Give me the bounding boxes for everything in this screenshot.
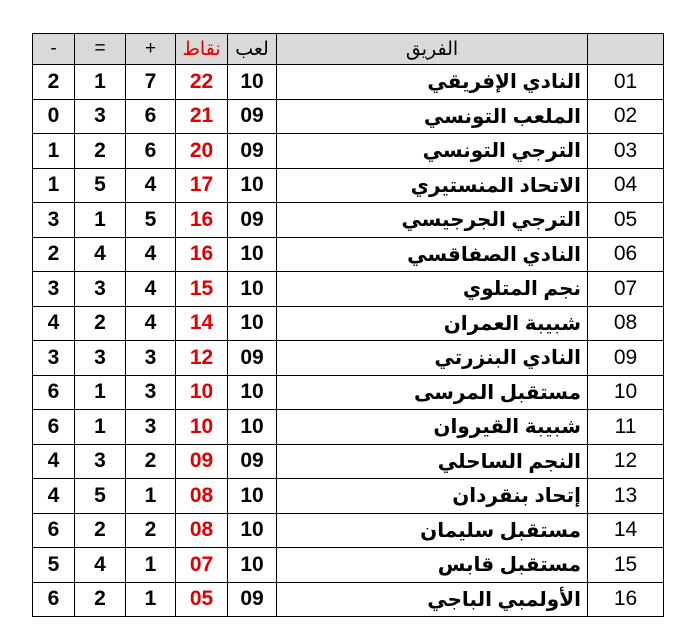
cell-played: 09 bbox=[228, 582, 277, 617]
cell-points: 10 bbox=[176, 410, 228, 445]
table-row bbox=[33, 582, 664, 617]
cell-played: 09 bbox=[228, 203, 277, 238]
cell-points: 17 bbox=[176, 168, 228, 203]
cell-points: 07 bbox=[176, 548, 228, 583]
cell-rank: 01 bbox=[588, 65, 664, 100]
cell-drawn: 2 bbox=[75, 513, 126, 548]
cell-points: 22 bbox=[176, 65, 228, 100]
standings-header bbox=[33, 34, 664, 65]
table-row bbox=[33, 272, 664, 307]
cell-drawn: 3 bbox=[75, 99, 126, 134]
cell-rank: 08 bbox=[588, 306, 664, 341]
table-row bbox=[33, 134, 664, 169]
cell-drawn: 1 bbox=[75, 203, 126, 238]
table-row bbox=[33, 513, 664, 548]
cell-drawn: 5 bbox=[75, 479, 126, 514]
table-row bbox=[33, 168, 664, 203]
cell-won: 4 bbox=[126, 272, 176, 307]
cell-lost: 5 bbox=[33, 548, 75, 583]
cell-won: 5 bbox=[126, 203, 176, 238]
header-points: نقاط bbox=[176, 34, 228, 65]
cell-drawn: 2 bbox=[75, 306, 126, 341]
cell-won: 4 bbox=[126, 306, 176, 341]
standings-table bbox=[32, 33, 664, 617]
standings-body bbox=[33, 65, 664, 617]
cell-lost: 4 bbox=[33, 479, 75, 514]
cell-drawn: 3 bbox=[75, 341, 126, 376]
table-row bbox=[33, 410, 664, 445]
cell-rank: 14 bbox=[588, 513, 664, 548]
cell-rank: 07 bbox=[588, 272, 664, 307]
cell-drawn: 1 bbox=[75, 410, 126, 445]
cell-played: 09 bbox=[228, 99, 277, 134]
cell-rank: 06 bbox=[588, 237, 664, 272]
cell-played: 10 bbox=[228, 410, 277, 445]
cell-drawn: 3 bbox=[75, 272, 126, 307]
cell-team: شبيبة العمران bbox=[277, 306, 588, 341]
cell-won: 3 bbox=[126, 375, 176, 410]
cell-lost: 3 bbox=[33, 203, 75, 238]
cell-points: 08 bbox=[176, 513, 228, 548]
cell-played: 10 bbox=[228, 237, 277, 272]
header-lost: - bbox=[33, 34, 75, 65]
header-won: + bbox=[126, 34, 176, 65]
cell-lost: 6 bbox=[33, 513, 75, 548]
cell-won: 7 bbox=[126, 65, 176, 100]
table-row bbox=[33, 237, 664, 272]
cell-lost: 1 bbox=[33, 134, 75, 169]
table-row bbox=[33, 341, 664, 376]
cell-team: الملعب التونسي bbox=[277, 99, 588, 134]
cell-won: 2 bbox=[126, 444, 176, 479]
cell-drawn: 3 bbox=[75, 444, 126, 479]
cell-points: 10 bbox=[176, 375, 228, 410]
table-row bbox=[33, 65, 664, 100]
header-row bbox=[33, 34, 664, 65]
cell-won: 6 bbox=[126, 99, 176, 134]
cell-team: نجم المتلوي bbox=[277, 272, 588, 307]
cell-points: 05 bbox=[176, 582, 228, 617]
cell-won: 3 bbox=[126, 341, 176, 376]
table-row bbox=[33, 444, 664, 479]
table-row bbox=[33, 203, 664, 238]
cell-played: 10 bbox=[228, 272, 277, 307]
cell-lost: 2 bbox=[33, 237, 75, 272]
cell-rank: 09 bbox=[588, 341, 664, 376]
cell-played: 10 bbox=[228, 513, 277, 548]
cell-team: الاتحاد المنستيري bbox=[277, 168, 588, 203]
cell-lost: 6 bbox=[33, 582, 75, 617]
cell-points: 12 bbox=[176, 341, 228, 376]
cell-points: 21 bbox=[176, 99, 228, 134]
header-rank bbox=[588, 34, 664, 65]
cell-team: النادي الإفريقي bbox=[277, 65, 588, 100]
cell-points: 08 bbox=[176, 479, 228, 514]
cell-lost: 6 bbox=[33, 375, 75, 410]
cell-drawn: 4 bbox=[75, 548, 126, 583]
cell-played: 10 bbox=[228, 168, 277, 203]
cell-won: 6 bbox=[126, 134, 176, 169]
cell-team: الترجي الجرجيسي bbox=[277, 203, 588, 238]
cell-rank: 03 bbox=[588, 134, 664, 169]
table-row bbox=[33, 479, 664, 514]
cell-won: 1 bbox=[126, 582, 176, 617]
cell-won: 3 bbox=[126, 410, 176, 445]
cell-played: 09 bbox=[228, 444, 277, 479]
cell-lost: 1 bbox=[33, 168, 75, 203]
table-row bbox=[33, 306, 664, 341]
cell-lost: 0 bbox=[33, 99, 75, 134]
cell-won: 1 bbox=[126, 548, 176, 583]
cell-rank: 16 bbox=[588, 582, 664, 617]
cell-team: الأولمبي الباجي bbox=[277, 582, 588, 617]
cell-lost: 3 bbox=[33, 341, 75, 376]
cell-won: 1 bbox=[126, 479, 176, 514]
cell-played: 09 bbox=[228, 134, 277, 169]
cell-drawn: 4 bbox=[75, 237, 126, 272]
cell-points: 20 bbox=[176, 134, 228, 169]
cell-team: مستقبل قابس bbox=[277, 548, 588, 583]
cell-team: النجم الساحلي bbox=[277, 444, 588, 479]
cell-points: 09 bbox=[176, 444, 228, 479]
cell-played: 10 bbox=[228, 375, 277, 410]
cell-drawn: 1 bbox=[75, 375, 126, 410]
cell-team: مستقبل سليمان bbox=[277, 513, 588, 548]
cell-points: 15 bbox=[176, 272, 228, 307]
cell-drawn: 1 bbox=[75, 65, 126, 100]
cell-lost: 3 bbox=[33, 272, 75, 307]
cell-drawn: 5 bbox=[75, 168, 126, 203]
cell-played: 10 bbox=[228, 65, 277, 100]
table-row bbox=[33, 548, 664, 583]
table-row bbox=[33, 375, 664, 410]
cell-won: 2 bbox=[126, 513, 176, 548]
cell-rank: 05 bbox=[588, 203, 664, 238]
cell-team: النادي الصفاقسي bbox=[277, 237, 588, 272]
cell-team: الترجي التونسي bbox=[277, 134, 588, 169]
cell-drawn: 2 bbox=[75, 134, 126, 169]
header-team: الفريق bbox=[277, 34, 588, 65]
cell-played: 10 bbox=[228, 306, 277, 341]
cell-team: مستقبل المرسى bbox=[277, 375, 588, 410]
cell-rank: 10 bbox=[588, 375, 664, 410]
cell-played: 09 bbox=[228, 341, 277, 376]
cell-drawn: 2 bbox=[75, 582, 126, 617]
cell-lost: 2 bbox=[33, 65, 75, 100]
cell-points: 14 bbox=[176, 306, 228, 341]
cell-points: 16 bbox=[176, 237, 228, 272]
cell-rank: 12 bbox=[588, 444, 664, 479]
cell-team: شبيبة القيروان bbox=[277, 410, 588, 445]
cell-rank: 02 bbox=[588, 99, 664, 134]
cell-rank: 15 bbox=[588, 548, 664, 583]
cell-points: 16 bbox=[176, 203, 228, 238]
table-row bbox=[33, 99, 664, 134]
cell-won: 4 bbox=[126, 237, 176, 272]
cell-lost: 4 bbox=[33, 306, 75, 341]
header-drawn: = bbox=[75, 34, 126, 65]
cell-rank: 04 bbox=[588, 168, 664, 203]
cell-team: النادي البنزرتي bbox=[277, 341, 588, 376]
cell-team: إتحاد بنقردان bbox=[277, 479, 588, 514]
cell-lost: 6 bbox=[33, 410, 75, 445]
cell-played: 10 bbox=[228, 479, 277, 514]
cell-won: 4 bbox=[126, 168, 176, 203]
cell-lost: 4 bbox=[33, 444, 75, 479]
cell-rank: 11 bbox=[588, 410, 664, 445]
header-played: لعب bbox=[228, 34, 277, 65]
cell-played: 10 bbox=[228, 548, 277, 583]
cell-rank: 13 bbox=[588, 479, 664, 514]
